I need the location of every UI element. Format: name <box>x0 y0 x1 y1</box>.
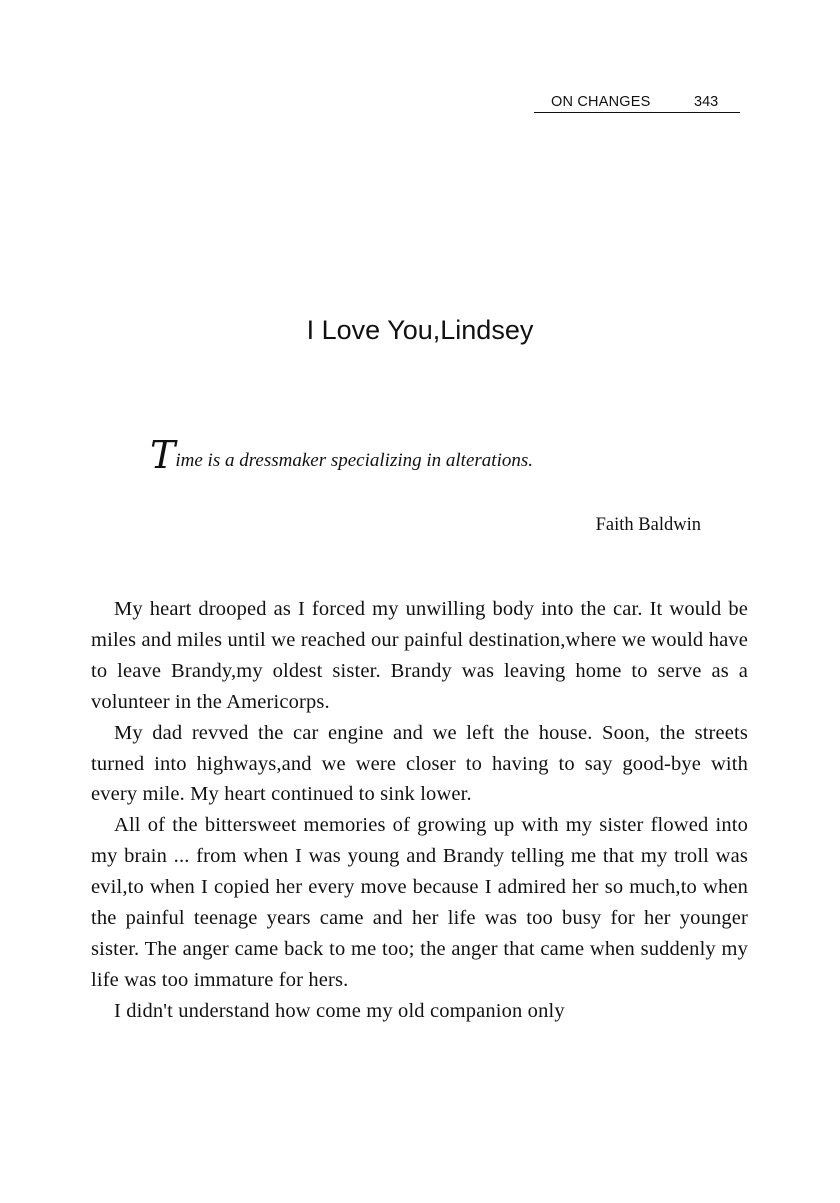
running-header-section: ON CHANGES <box>551 94 651 110</box>
running-header <box>534 92 740 113</box>
paragraph-3: All of the bittersweet memories of growing up with my sister flowed into my brain ... from when I was young and Brandy telling me that my troll was evil,to when I copied her every move because I admired her so much,to when the painful teenage years came and her life was too busy for her younger sister. The anger came back to me too; the anger that came when suddenly my life was too immature for hers. <box>91 814 748 991</box>
epigraph-text: ime is a dressmaker specializing in alterations. <box>175 450 533 471</box>
paragraph-4: I didn't understand how come my old companion only <box>114 999 565 1022</box>
epigraph-quote <box>150 433 750 480</box>
paragraph-2: My dad revved the car engine and we left the house. Soon, the streets turned into highways,and we were closer to having to say good-bye with every mile. My heart continued to sink lower. <box>91 721 748 806</box>
epigraph-drop-letter: T <box>150 433 176 477</box>
body-text <box>91 594 748 1027</box>
epigraph-attribution: Faith Baldwin <box>595 515 701 535</box>
page-number: 343 <box>694 94 719 110</box>
paragraph-1: My heart drooped as I forced my unwilling body into the car. It would be miles and miles until we reached our painful destination,where we would have to leave Brandy,my oldest sister. Brandy was leaving home to serve as a volunteer in the Americorps. <box>91 598 748 713</box>
chapter-title: I Love You,Lindsey <box>306 315 534 345</box>
